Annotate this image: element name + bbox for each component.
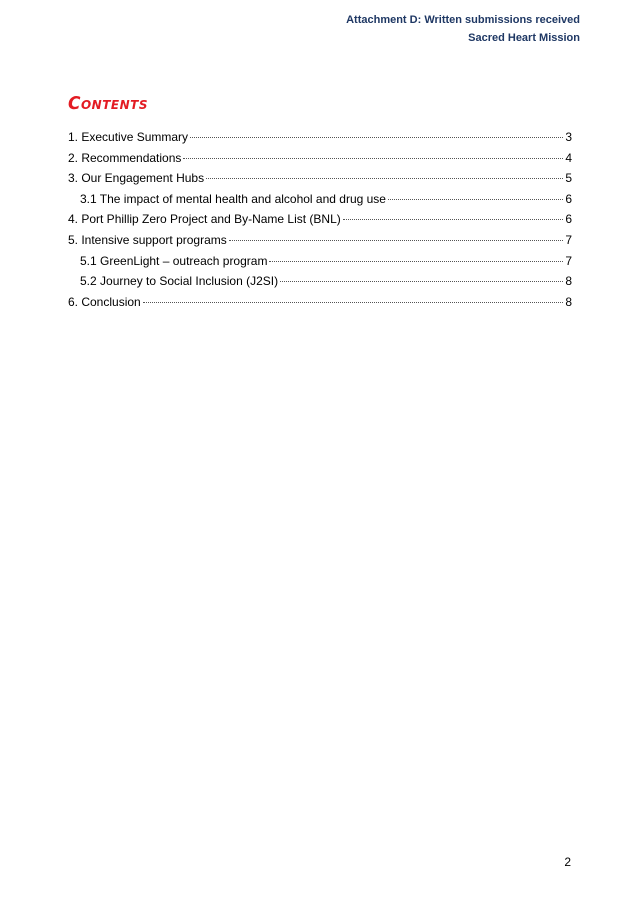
toc-entry-label: 3.1 The impact of mental health and alcohol and drug use: [80, 191, 386, 206]
document-header: [346, 11, 580, 47]
toc-entry-engagement-hubs[interactable]: [68, 168, 572, 189]
toc-entry-j2si[interactable]: [68, 271, 572, 292]
toc-entry-label: 6. Conclusion: [68, 294, 141, 309]
toc-leader-dots: [143, 302, 564, 303]
header-organization: Sacred Heart Mission: [468, 32, 580, 44]
toc-entry-label: 4. Port Phillip Zero Project and By-Name List (BNL): [68, 212, 341, 227]
toc-entry-label: 5. Intensive support programs: [68, 232, 227, 247]
toc-entry-label: 5.1 GreenLight – outreach program: [80, 253, 268, 268]
toc-entry-recommendations[interactable]: [68, 148, 572, 169]
toc-leader-dots: [269, 261, 563, 262]
toc-entry-page: 5: [565, 171, 572, 186]
toc-leader-dots: [388, 199, 563, 200]
toc-entry-label: 2. Recommendations: [68, 150, 182, 165]
toc-entry-mental-health-impact[interactable]: [68, 189, 572, 210]
toc-entry-label: 1. Executive Summary: [68, 130, 189, 144]
toc-entry-page: 8: [565, 274, 572, 289]
header-attachment-title: Attachment D: Written submissions received: [346, 14, 580, 26]
toc-leader-dots: [190, 137, 563, 138]
toc-leader-dots: [183, 158, 563, 159]
toc-leader-dots: [343, 219, 564, 220]
toc-entry-executive-summary[interactable]: [68, 127, 572, 148]
toc-entry-port-phillip-zero[interactable]: [68, 209, 572, 230]
toc-entry-conclusion[interactable]: [68, 292, 572, 313]
toc-entry-page: 7: [565, 253, 572, 268]
contents-heading: Contents: [68, 93, 148, 115]
toc-entry-label: 3. Our Engagement Hubs: [68, 171, 205, 186]
toc-leader-dots: [229, 240, 564, 241]
toc-entry-page: 6: [565, 212, 572, 227]
table-of-contents: [68, 127, 572, 312]
toc-leader-dots: [280, 281, 563, 282]
toc-entry-page: 3: [565, 130, 572, 144]
toc-entry-label: 5.2 Journey to Social Inclusion (J2SI): [80, 274, 279, 289]
toc-entry-page: 7: [565, 232, 572, 247]
toc-entry-page: 8: [565, 294, 572, 309]
toc-entry-greenlight[interactable]: [68, 251, 572, 272]
page-number: 2: [564, 855, 571, 869]
toc-entry-page: 4: [565, 150, 572, 165]
toc-entry-page: 6: [565, 191, 572, 206]
toc-leader-dots: [206, 178, 563, 179]
toc-entry-intensive-support[interactable]: [68, 230, 572, 251]
